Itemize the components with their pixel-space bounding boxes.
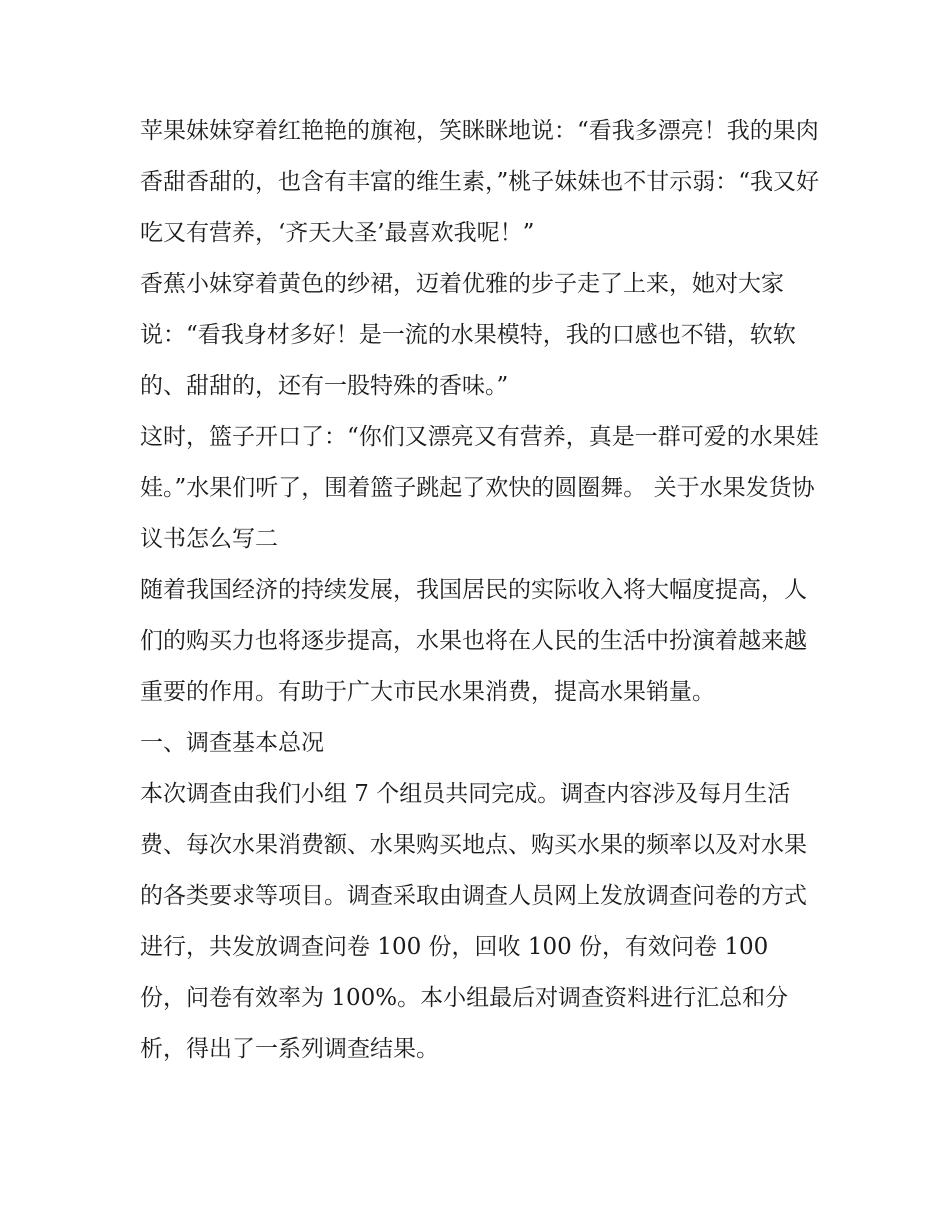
paragraph-survey-details: 本次调查由我们小组 7 个组员共同完成。调查内容涉及每月生活费、每次水果消费额、水果购买地点、购买水果的频率以及对水果的各类要求等项目。调查采取由调查人员网上发放调查问卷的方式进行，共发放调查问卷 100 份，回收 100 份，有效问卷 100 份，问卷有效率为 100%。本小组最后对调查资料进行汇总和分析，得出了一系列调查结果。 [140,781,807,1062]
paragraph-economy: 随着我国经济的持续发展，我国居民的实际收入将大幅度提高，人们的购买力也将逐步提高，水果也将在人民的生活中扮演着越来越重要的作用。有助于广大市民水果消费，提高水果销量。 [140,577,807,705]
document-body [140,106,820,1075]
paragraph-apple-peach: 苹果妹妹穿着红艳艳的旗袍，笑眯眯地说：“看我多漂亮！我的果肉香甜香甜的，也含有丰富的维生素，”桃子妹妹也不甘示弱：“我又好吃又有营养，‘齐天大圣’最喜欢我呢！” [140,118,820,246]
paragraph-basket: 这时，篮子开口了：“你们又漂亮又有营养，真是一群可爱的水果娃娃。”水果们听了，围着篮子跳起了欢快的圆圈舞。 关于水果发货协议书怎么写二 [140,424,819,552]
paragraph-banana: 香蕉小妹穿着黄色的纱裙，迈着优雅的步子走了上来，她对大家说：“看我身材多好！是一流的水果模特，我的口感也不错，软软的、甜甜的，还有一股特殊的香味。” [140,271,796,399]
section-heading-survey-overview: 一、调查基本总况 [140,730,324,756]
